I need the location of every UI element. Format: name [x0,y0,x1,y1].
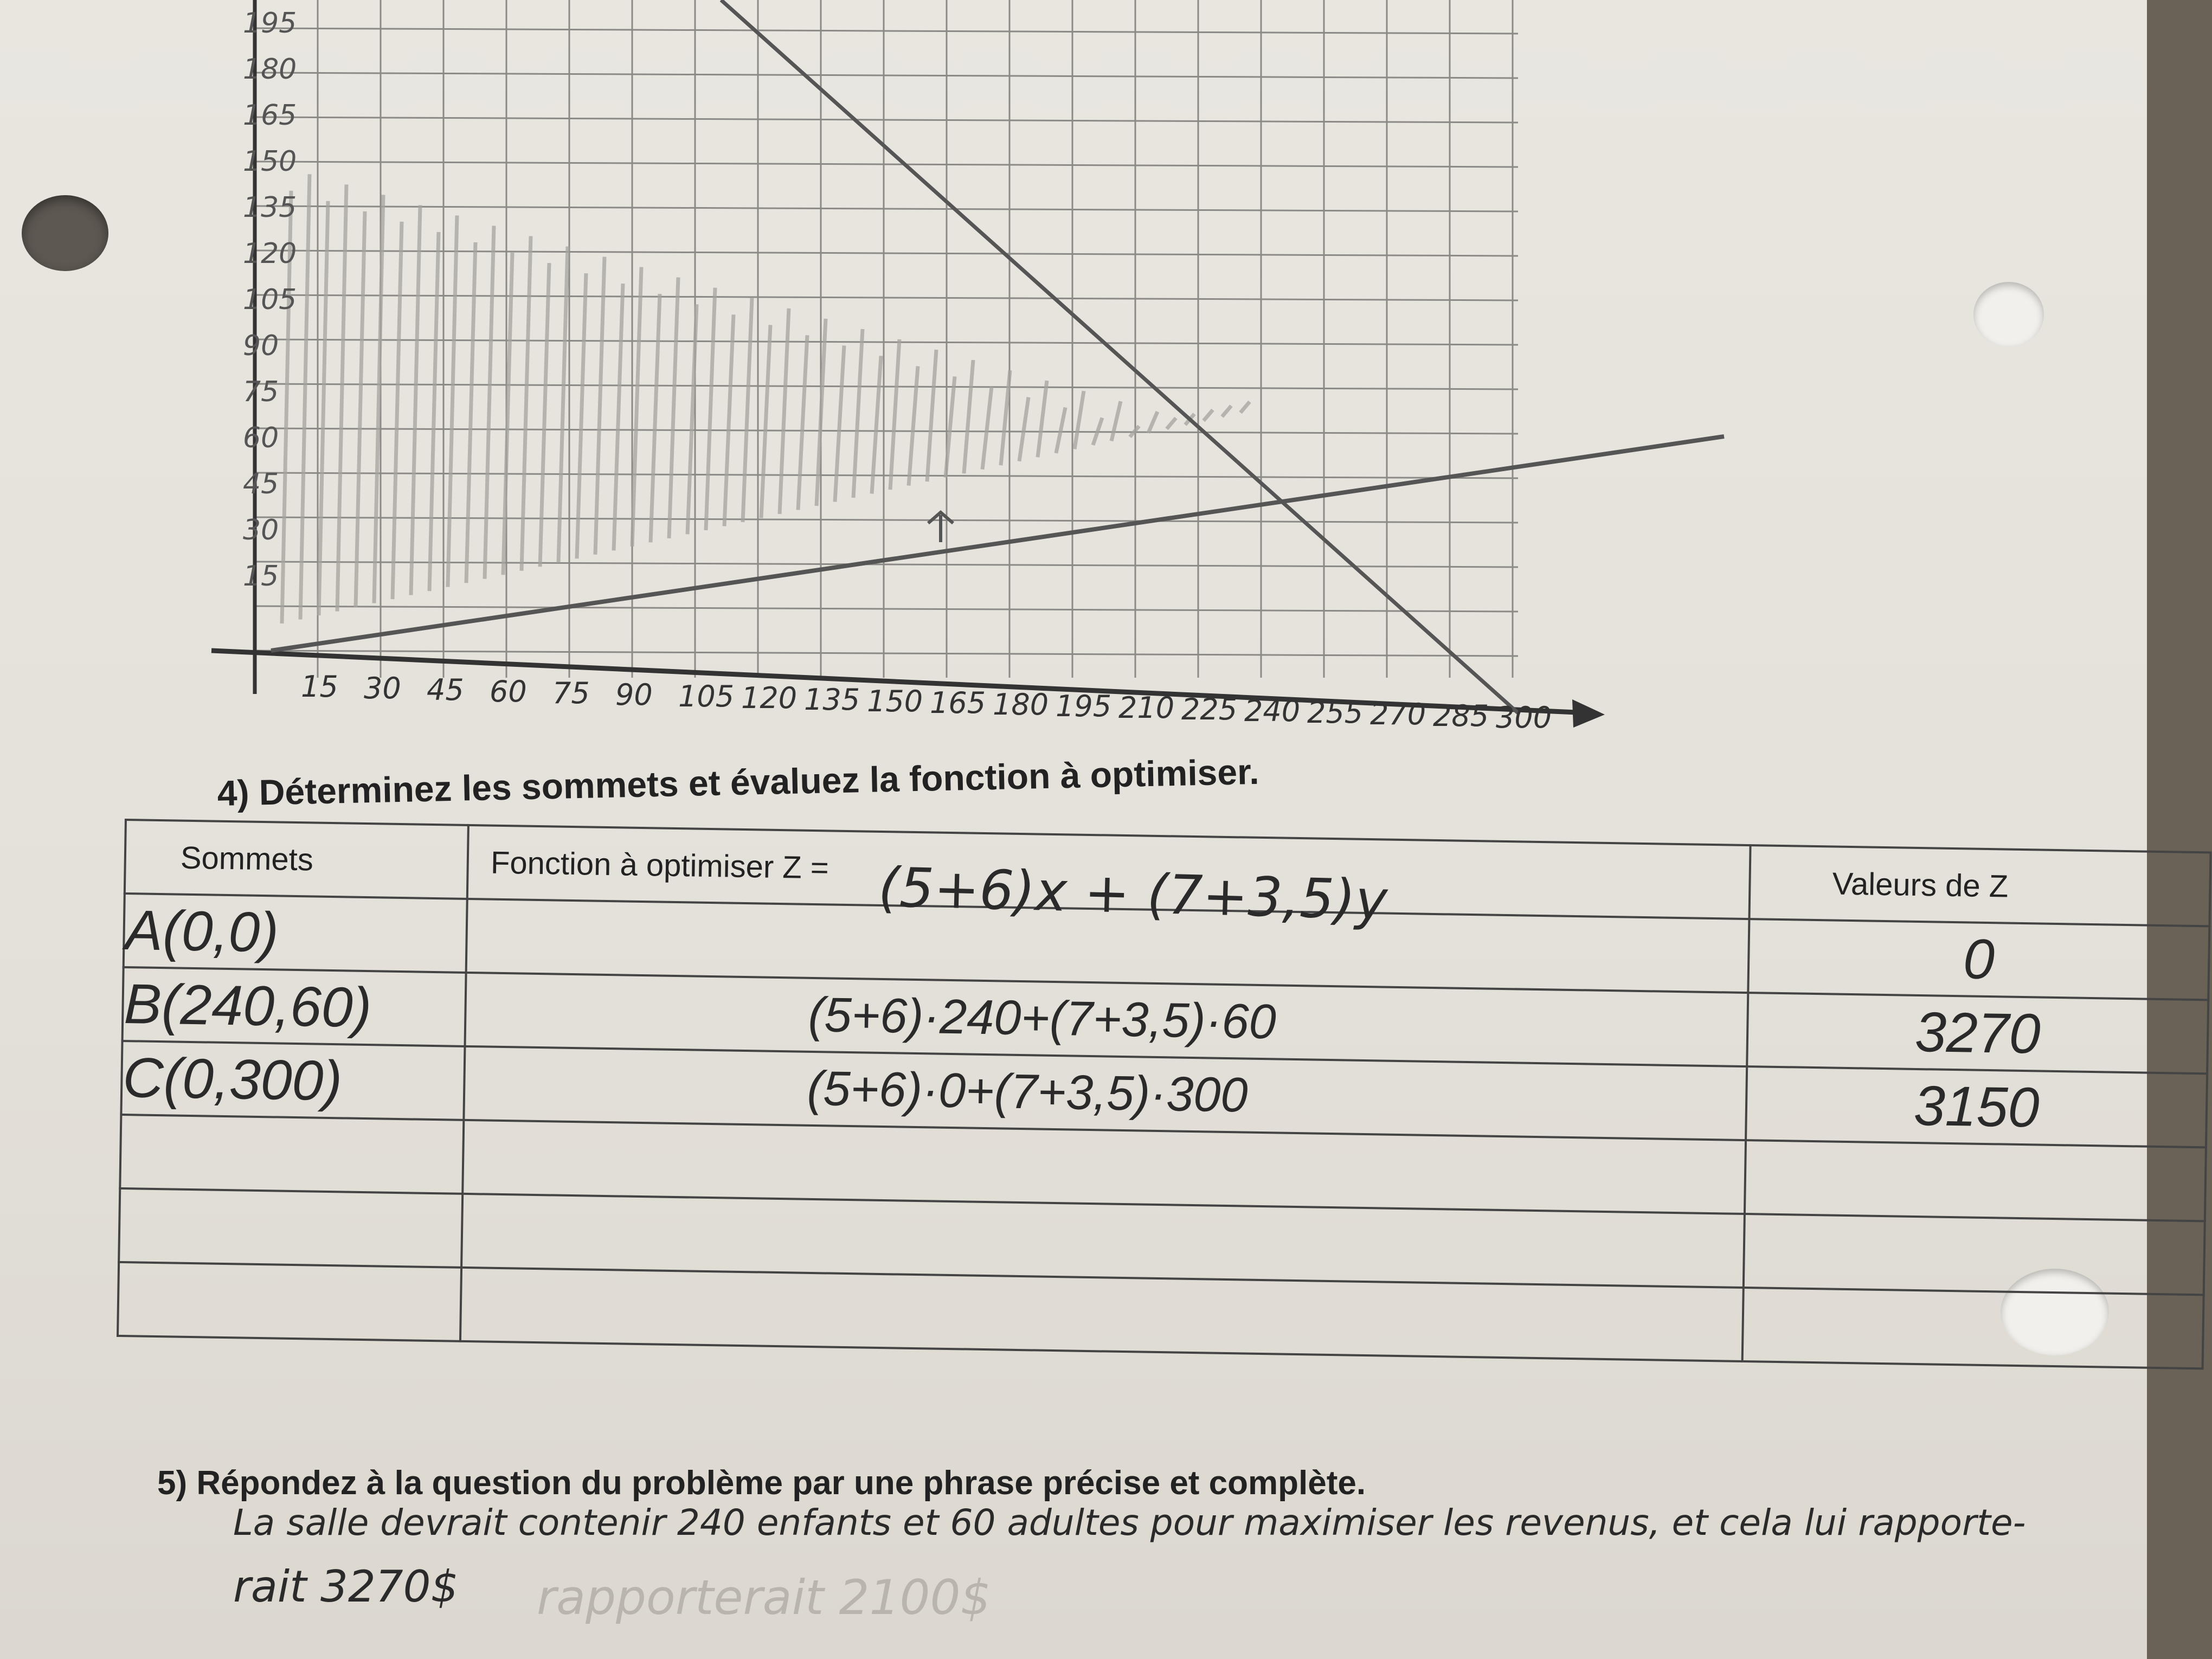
x-tick-label: 135 [804,683,860,717]
y-axis-labels [243,7,297,593]
graph-grid [255,0,1518,678]
header-sommets: Sommets [125,820,468,899]
sommet-a: A(0,0) [124,893,467,973]
y-tick-label: 165 [243,99,297,132]
x-tick-label: 90 [615,678,653,712]
x-tick-label: 15 [301,670,338,704]
feasible-region-shading [282,174,1250,623]
question-4-title: 4) Déterminez les sommets et évaluez la fonction à optimiser. [217,751,1260,813]
y-tick-label: 45 [243,468,279,500]
valeur-b: 3270 [1747,993,2208,1073]
valeur-empty [1742,1288,2204,1368]
y-tick-label: 105 [243,284,297,316]
x-tick-label: 195 [1056,689,1112,723]
calcul-b: (5+6)·240+(7+3,5)·60 [465,973,1748,1066]
sommet-empty [119,1188,462,1268]
header-valeurs: Valeurs de Z [1750,845,2211,926]
x-tick-label: 150 [867,684,923,718]
y-tick-label: 135 [243,191,297,224]
x-tick-label: 30 [364,671,401,705]
header-fonction-label: Fonction à optimiser Z = [490,845,829,885]
x-tick-label: 75 [552,676,590,710]
question-5-title: 5) Répondez à la question du problème par une phrase précise et complète. [157,1464,1366,1502]
valeur-empty [1745,1140,2206,1221]
x-tick-label: 60 [490,674,527,709]
answer-line-1: La salle devrait contenir 240 enfants et 60 adultes pour maximiser les revenus, et cela lui rapporte- [233,1502,2026,1544]
pencil-shading-strokes [282,174,1250,623]
answer-line-2: rait 3270$ [233,1561,459,1612]
sommet-empty [120,1115,464,1194]
y-tick-label: 150 [243,145,297,178]
y-tick-label: 60 [243,422,279,454]
valeur-a: 0 [1748,919,2210,1000]
y-tick-label: 30 [243,514,279,546]
y-tick-label: 15 [243,560,279,593]
x-tick-label: 120 [741,681,798,715]
feasible-region-arrow [928,512,953,542]
function-handwritten: (5+6)x + (7+3,5)y [877,855,1388,933]
x-tick-label: 240 [1244,694,1301,728]
sommet-c: C(0,300) [121,1041,465,1120]
x-tick-label: 210 [1118,691,1175,725]
x-tick-label: 105 [678,679,735,713]
constraint-graph [0,0,2212,759]
x-tick-label: 285 [1433,699,1489,733]
x-tick-label: 225 [1181,692,1238,726]
y-tick-label: 180 [243,53,297,86]
y-tick-label: 120 [243,237,297,270]
x-tick-label: 45 [427,673,464,707]
x-axis-arrow [1572,699,1605,728]
y-tick-label: 195 [243,7,297,40]
y-tick-label: 90 [243,330,279,362]
sommet-empty [118,1262,461,1341]
x-tick-label: 300 [1496,700,1552,735]
valeur-empty [1744,1214,2205,1295]
erased-text: rapporterait 2100$ [537,1570,991,1625]
x-tick-label: 270 [1370,697,1426,731]
x-tick-label: 180 [993,687,1049,722]
y-tick-label: 75 [243,376,279,408]
constraint-line-decreasing [721,0,1518,713]
x-tick-label: 165 [930,686,986,720]
sommet-b: B(240,60) [123,967,466,1046]
valeur-c: 3150 [1746,1066,2207,1147]
calcul-c: (5+6)·0+(7+3,5)·300 [464,1046,1747,1140]
x-tick-label: 255 [1307,696,1364,730]
